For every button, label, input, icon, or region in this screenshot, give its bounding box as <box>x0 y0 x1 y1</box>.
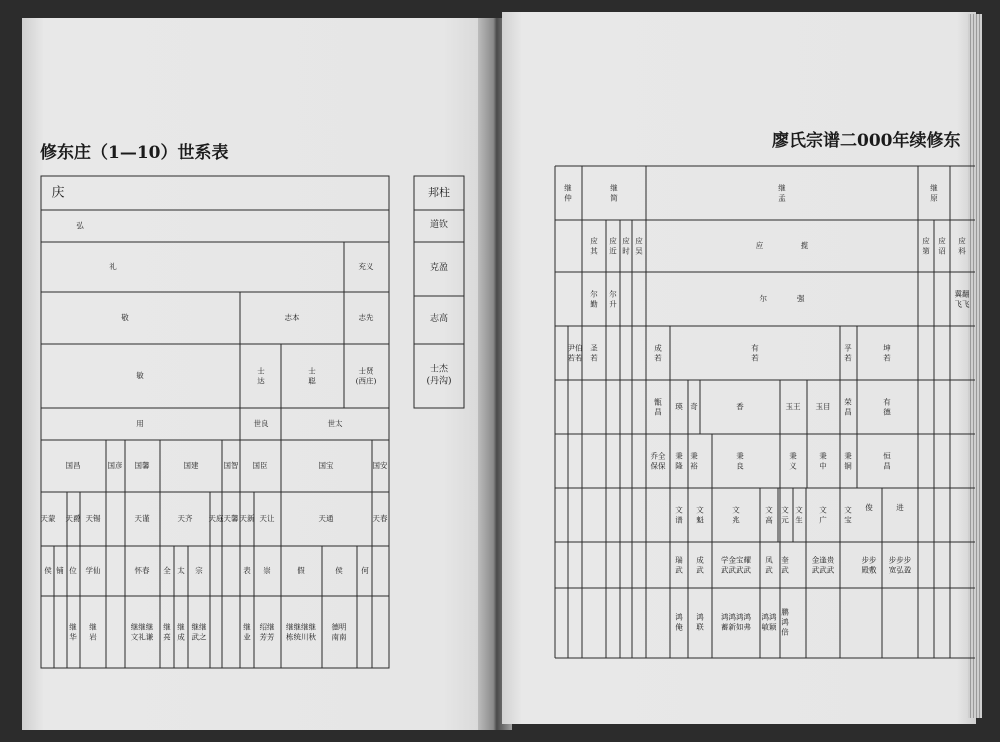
right-table-cell: 金逢贵 武武武 <box>811 555 835 574</box>
left-table-cell: 礼 <box>109 262 117 272</box>
right-table-cell: 鸿 俺 <box>675 612 683 631</box>
left-table-cell: 世良 <box>253 419 269 429</box>
left-table-cell: 国安 <box>372 461 388 471</box>
right-table-cell: 瑞 武 <box>675 555 683 574</box>
right-table-cell: 尹伯 若若 <box>567 343 583 362</box>
right-table-cell: 凤 武 <box>765 555 773 574</box>
right-table-cell: 秉 铜 <box>844 451 852 470</box>
right-table-cell: 俊 <box>865 503 873 513</box>
right-table-cell: 香 <box>736 402 744 412</box>
right-table-cell: 应 诏 <box>938 236 946 255</box>
side-table-cell: 克盈 <box>429 263 449 274</box>
right-table-cell: 文 生 <box>795 505 803 524</box>
right-table-cell: 鸿鸿 敏颖 <box>761 612 777 631</box>
right-table-cell: 应 揽 <box>755 241 809 251</box>
side-table-cell: 士杰 (丹沟) <box>426 364 452 386</box>
left-table-cell: 国宝 <box>318 461 334 471</box>
left-table-cell: 弘 <box>76 221 84 231</box>
left-table-cell: 天爵 <box>65 514 81 524</box>
left-table-cell: 国昌 <box>65 461 81 471</box>
right-table-cell: 尔 升 <box>609 289 617 308</box>
left-table-cell: 天春 <box>372 514 388 524</box>
right-table-cell: 鸿 联 <box>696 612 704 631</box>
right-table-cell: 玉目 <box>815 402 831 412</box>
left-table-cell: 士 聪 <box>308 366 316 385</box>
left-table-cell: 侯 <box>335 566 343 576</box>
right-table-cell: 鸿鸿鸿鸿 蓄新如弗 <box>721 612 751 631</box>
left-table-cell: 怀春 <box>134 566 150 576</box>
right-table-cell: 玉王 <box>785 402 801 412</box>
right-table-cell: 应 近 <box>609 236 617 255</box>
left-table-cell: 崇 <box>263 566 271 576</box>
right-table-cell: 秉 隆 <box>675 451 683 470</box>
left-table-cell: 国建 <box>183 461 199 471</box>
left-table-cell: 世太 <box>327 419 343 429</box>
right-table-cell: 乔全 保保 <box>650 451 666 470</box>
right-table-cell: 秉 良 <box>736 451 744 470</box>
right-table-cell: 奇 <box>690 402 698 412</box>
right-table-cell: 恒 昌 <box>883 451 891 470</box>
left-table-cell: 继 业 <box>243 622 251 641</box>
right-table-cell: 文 魁 <box>696 505 704 524</box>
right-table-cell: 步步步 宽弘盈 <box>888 555 912 574</box>
right-table-cell: 有 若 <box>751 343 759 362</box>
left-table-cell: 太 <box>177 566 185 576</box>
left-table-cell: 假 <box>297 566 305 576</box>
left-table-cell: 国臣 <box>252 461 268 471</box>
left-page-title: 修东庄（1—10）世系表 <box>40 143 229 163</box>
left-table-cell: 继 华 <box>69 622 77 641</box>
right-table-cell: 奎 武 <box>781 555 789 574</box>
left-table-cell: 继继继继 栋统川秋 <box>286 622 316 641</box>
right-table-cell: 文 宝 <box>844 505 852 524</box>
right-table-cell: 应 时 <box>622 236 630 255</box>
right-table-cell: 荣 昌 <box>844 397 852 416</box>
right-table-cell: 文 兆 <box>732 505 740 524</box>
left-table-cell: 表 <box>243 566 251 576</box>
right-table-cell: 有 德 <box>883 397 891 416</box>
left-table-cell: 继继继 文礼谦 <box>130 622 154 641</box>
right-table-cell: 进 <box>896 503 904 513</box>
right-table-cell: 鹏 鸿 倍 <box>781 607 789 636</box>
right-table-cell: 应 科 <box>958 236 966 255</box>
left-table-cell: 天齐 <box>177 514 193 524</box>
right-table-cell: 继 仲 <box>564 183 572 202</box>
left-table-cell: 绍继 芳芳 <box>259 622 275 641</box>
right-table-cell: 成 武 <box>696 555 704 574</box>
left-table-cell: 国彦 <box>107 461 123 471</box>
left-table-cell: 庆 <box>51 185 65 201</box>
left-table-cell: 充义 <box>358 262 374 272</box>
right-table-cell: 甑 昌 <box>654 397 662 416</box>
left-table-cell: 天锡 <box>85 514 101 524</box>
right-table-cell: 应 其 <box>590 236 598 255</box>
right-table-cell: 应 吴 <box>635 236 643 255</box>
left-table-cell: 敬 <box>121 313 129 323</box>
right-table-cell: 孚 若 <box>844 343 852 362</box>
left-table-cell: 天谨 <box>134 514 150 524</box>
left-table-cell: 天新 <box>239 514 255 524</box>
left-table-cell: 铺 <box>56 566 64 576</box>
right-table-cell: 继 简 <box>610 183 618 202</box>
left-table-cell: 侯 <box>44 566 52 576</box>
left-table-cell: 位 <box>69 566 77 576</box>
right-table-cell: 成 若 <box>654 343 662 362</box>
right-table-cell: 圣 若 <box>590 343 598 362</box>
right-table-cell: 瑛 <box>675 402 683 412</box>
left-table-cell: 宗 <box>195 566 203 576</box>
left-table-cell: 用 <box>136 419 144 429</box>
left-table-cell: 何 <box>361 566 369 576</box>
right-table-cell: 步步 殿敷 <box>861 555 877 574</box>
right-table-cell: 尔 强 <box>759 294 805 304</box>
right-table-cell: 应 第 <box>922 236 930 255</box>
left-table-cell: 志先 <box>358 313 374 323</box>
left-table-cell: 全 <box>163 566 171 576</box>
left-table-cell: 天让 <box>259 514 275 524</box>
left-table-cell: 继 成 <box>177 622 185 641</box>
right-table-cell: 秉 义 <box>789 451 797 470</box>
left-table-cell: 敏 <box>136 371 144 381</box>
right-table-cell: 坤 若 <box>883 343 891 362</box>
side-table-cell: 邦柱 <box>428 185 450 199</box>
right-page-title: 廖氏宗谱二000年续修东 <box>772 131 961 151</box>
left-table-cell: 士贤 (西庄) <box>355 366 377 385</box>
right-table-cell: 文 广 <box>819 505 827 524</box>
side-table-cell: 志高 <box>429 314 449 325</box>
left-table-cell: 继 亮 <box>163 622 171 641</box>
left-table-cell: 天庭 <box>208 514 224 524</box>
right-table-cell: 冀翻 飞飞 <box>954 289 970 308</box>
right-table-cell: 尔 勤 <box>590 289 598 308</box>
left-table-cell: 继 岩 <box>89 622 97 641</box>
left-table-cell: 天通 <box>318 514 334 524</box>
left-table-cell: 士 达 <box>257 366 265 385</box>
left-table-cell: 志本 <box>284 313 300 323</box>
left-table-cell: 国智 <box>223 461 239 471</box>
left-table-cell: 学仙 <box>85 566 101 576</box>
left-table-cell: 天蒙 <box>40 514 56 524</box>
side-table-cell: 道钦 <box>429 220 449 231</box>
right-table-cell: 文 高 <box>765 505 773 524</box>
left-table-cell: 国馨 <box>134 461 150 471</box>
right-table-cell: 秉 裕 <box>690 451 698 470</box>
left-table-cell: 德明 南南 <box>331 622 347 641</box>
right-table-cell: 文 元 <box>781 505 789 524</box>
left-table-cell: 继继 武之 <box>191 622 207 641</box>
left-table-cell: 天馨 <box>223 514 239 524</box>
right-table-cell: 继 原 <box>930 183 938 202</box>
right-table-cell: 文 谱 <box>675 505 683 524</box>
right-table-cell: 继 孟 <box>778 183 786 202</box>
right-table-cell: 秉 中 <box>819 451 827 470</box>
right-table-cell: 学金宝耀 武武武武 <box>721 555 751 574</box>
